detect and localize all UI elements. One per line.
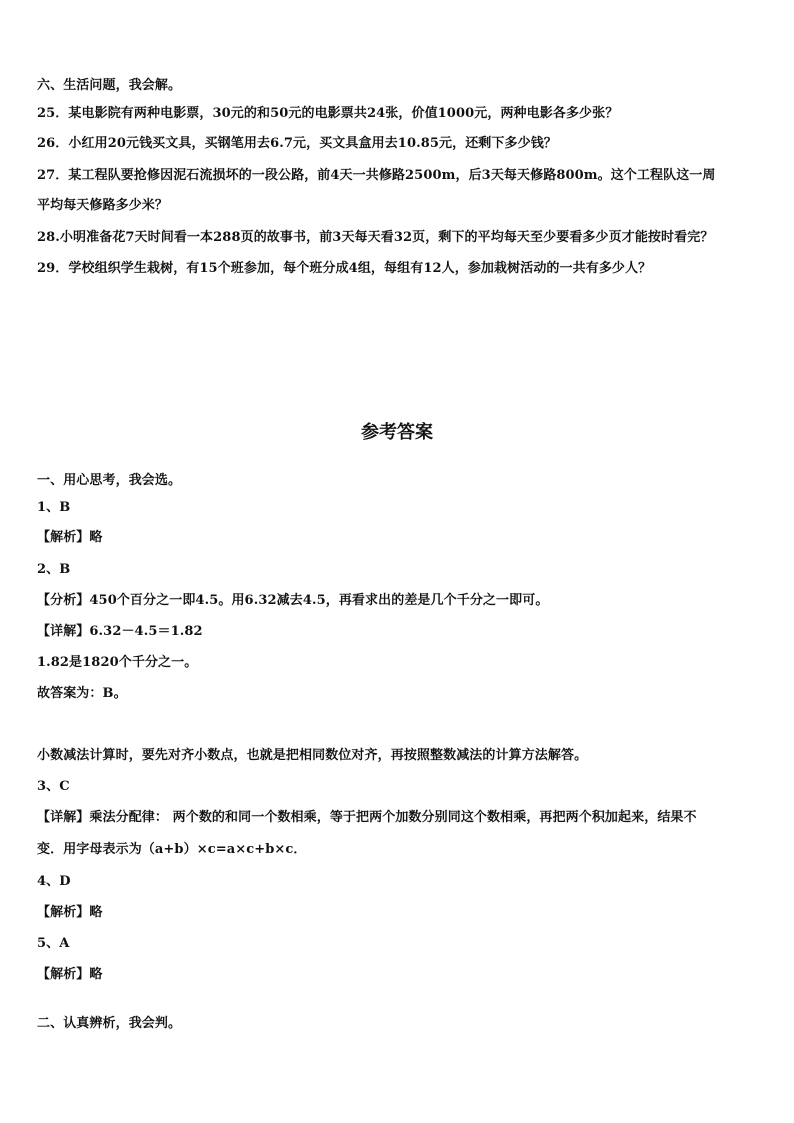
answer-5: 5、A: [37, 936, 70, 951]
answer-3-detail-line-2: 变．用字母表示为（a+b）×c=a×c+b×c．: [37, 842, 307, 857]
question-27-line-2: 平均每天修路多少米？: [37, 198, 169, 213]
answer-2-line-3: 1.82是1820个千分之一。: [37, 655, 198, 670]
question-28: 28.小明准备花7天时间看一本288页的故事书，前3天每天看32页，剩下的平均每天至少要看多少页才能按时看完？: [37, 230, 714, 245]
answer-2-fenxi: 【分析】450个百分之一即4.5。用6.32减去4.5，再看求出的差是几个千分之一即可。: [37, 593, 549, 608]
answer-4: 4、D: [37, 874, 71, 889]
answer-2-note: 小数减法计算时，要先对齐小数点，也就是把相同数位对齐，再按照整数减法的计算方法解答。: [37, 748, 588, 763]
section-heading-1: 一、用心思考，我会选。: [37, 473, 182, 488]
section-heading-2: 二、认真辨析，我会判。: [37, 1016, 182, 1031]
question-25: 25．某电影院有两种电影票，30元的和50元的电影票共24张，价值1000元，两种电影各多少张？: [37, 106, 619, 121]
answer-2-detail: 【详解】6.32－4.5＝1.82: [37, 624, 203, 639]
answer-1: 1、B: [37, 500, 71, 515]
answer-2-conclusion: 故答案为：B。: [37, 686, 127, 701]
answer-3: 3、C: [37, 779, 70, 794]
question-26: 26．小红用20元钱买文具，买钢笔用去6.7元，买文具盒用去10.85元，还剩下多少钱？: [37, 136, 557, 151]
question-27-line-1: 27．某工程队要抢修因泥石流损坏的一段公路，前4天一共修路2500m，后3天每天修路800m。这个工程队这一周: [37, 168, 716, 183]
answer-5-analysis: 【解析】略: [37, 967, 103, 982]
question-29: 29．学校组织学生栽树，有15个班参加，每个班分成4组，每组有12人，参加栽树活动的一共有多少人？: [37, 261, 652, 276]
section-heading-6: 六、生活问题，我会解。: [37, 78, 182, 93]
answer-3-detail-line-1: 【详解】乘法分配律： 两个数的和同一个数相乘，等于把两个加数分别同这个数相乘，再把两个积加起来，结果不: [37, 810, 697, 825]
answer-4-analysis: 【解析】略: [37, 905, 103, 920]
answer-2: 2、B: [37, 562, 71, 577]
answer-1-analysis: 【解析】略: [37, 530, 103, 545]
answers-title: 参考答案: [361, 422, 433, 443]
